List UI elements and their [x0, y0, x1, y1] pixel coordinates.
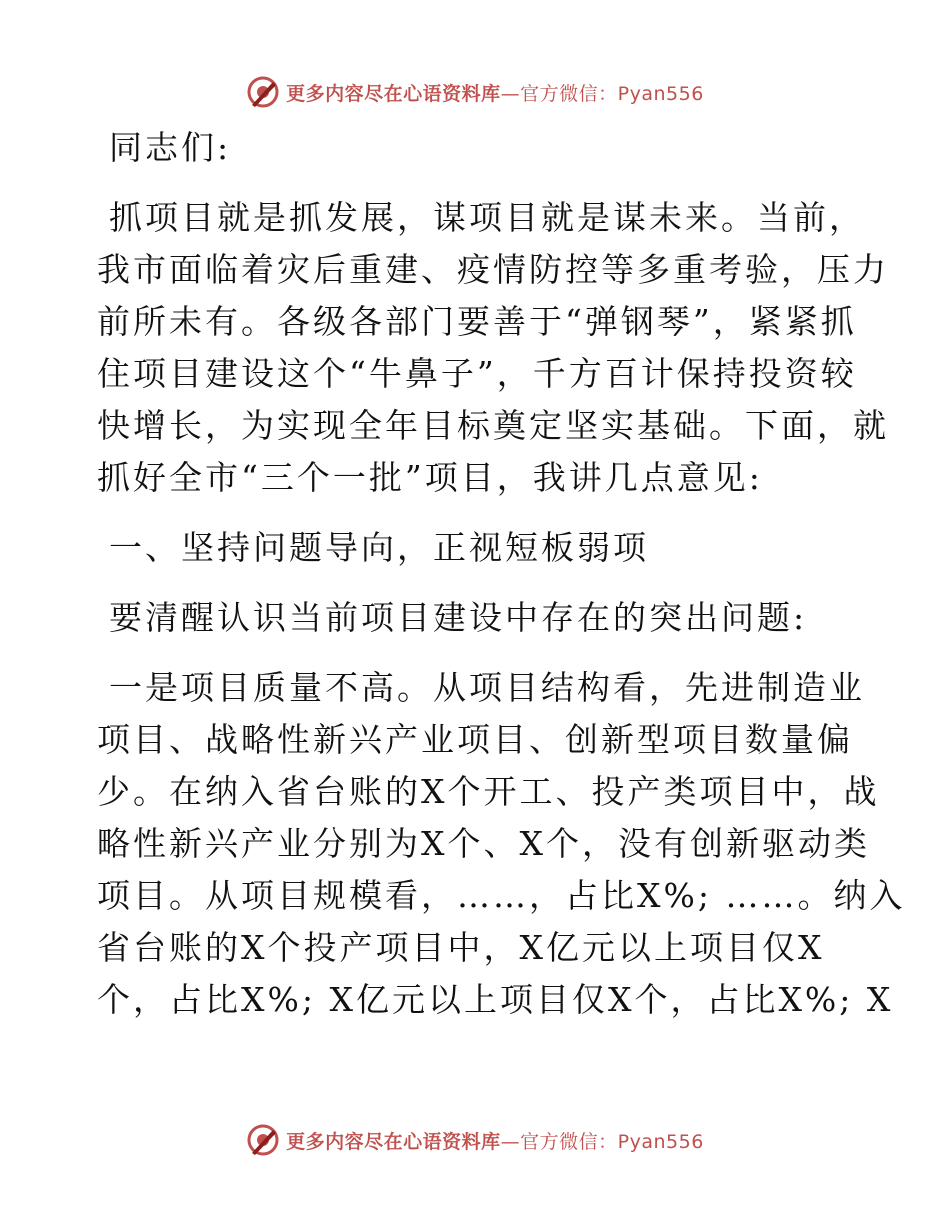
paragraph-line: 抓好全市“三个一批”项目，我讲几点意见: — [97, 458, 763, 497]
paragraph-line: 快增长，为实现全年目标奠定坚实基础。下面，就 — [97, 406, 889, 445]
watermark-contact: 官方微信：Pyan556 — [520, 1130, 704, 1153]
watermark-brand: 更多内容尽在心语资料库 — [286, 82, 501, 105]
paragraph-line: 项目、战略性新兴产业项目、创新型项目数量偏 — [97, 720, 853, 759]
watermark-dash: — — [500, 82, 521, 105]
paragraph-line: 抓项目就是抓发展，谋项目就是谋未来。当前， — [109, 198, 865, 237]
paragraph-line: 个，占比X%; X亿元以上项目仅X个，占比X%; X — [97, 980, 894, 1019]
salutation: 同志们: — [109, 128, 232, 167]
paragraph-line: 省台账的X个投产项目中，X亿元以上项目仅X — [97, 928, 825, 967]
paragraph-line: 住项目建设这个“牛鼻子”，千方百计保持投资较 — [97, 354, 857, 393]
paragraph-line: 一是项目质量不高。从项目结构看，先进制造业 — [109, 668, 865, 707]
paragraph-line: 我市面临着灾后重建、疫情防控等多重考验，压力 — [97, 250, 889, 289]
pen-circle-logo-icon — [246, 75, 280, 109]
paragraph-line: 略性新兴产业分别为X个、X个，没有创新驱动类 — [97, 824, 870, 863]
header-watermark — [0, 72, 950, 112]
watermark-text — [286, 79, 704, 106]
watermark-brand: 更多内容尽在心语资料库 — [286, 1130, 501, 1153]
paragraph-line: 少。在纳入省台账的X个开工、投产类项目中，战 — [97, 772, 880, 811]
paragraph-line: 前所未有。各级各部门要善于“弹钢琴”，紧紧抓 — [97, 302, 857, 341]
footer-watermark — [0, 1120, 950, 1160]
paragraph-line: 要清醒认识当前项目建设中存在的突出问题: — [109, 598, 808, 637]
watermark-dash: — — [500, 1130, 521, 1153]
paragraph-line: 项目。从项目规模看，……，占比X%; ……。纳入 — [97, 876, 906, 915]
document-body — [97, 122, 906, 1026]
watermark-contact: 官方微信：Pyan556 — [520, 82, 704, 105]
pen-circle-logo-icon — [246, 1123, 280, 1157]
watermark-text — [286, 1127, 704, 1154]
section-heading: 一、坚持问题导向，正视短板弱项 — [109, 528, 649, 567]
